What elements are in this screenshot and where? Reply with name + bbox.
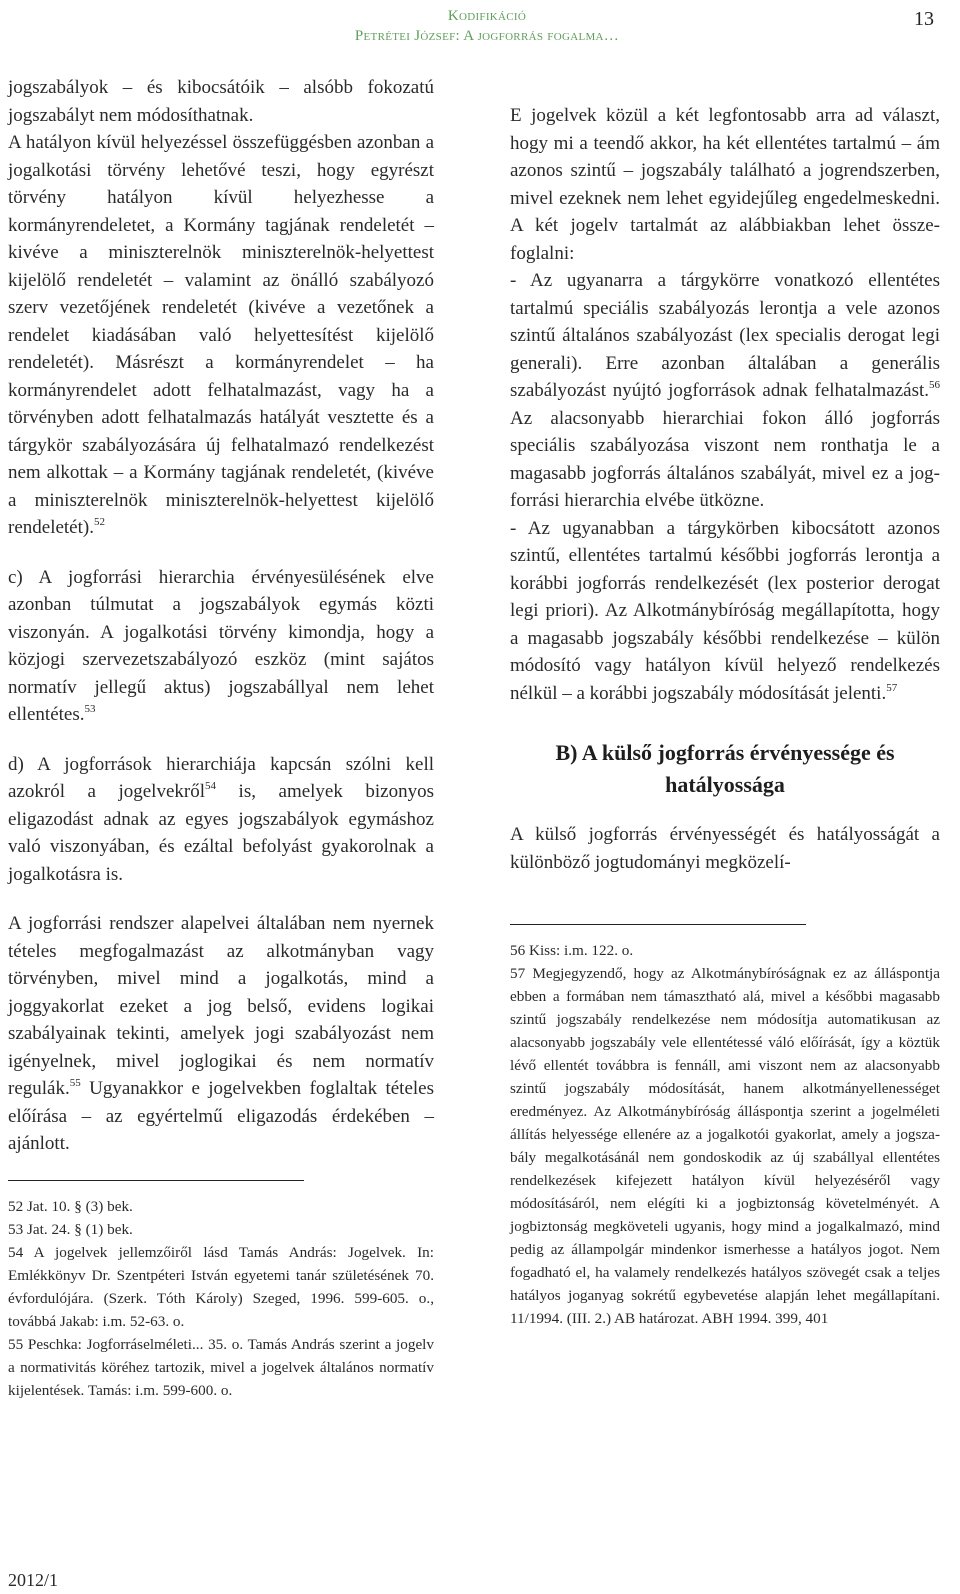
footnote: 57 Megjegyzendő, hogy az Alkotmánybíróságnak ez az álláspontja ebben a formában nem támasztható alá, mivel a későbbi magasabb szintű jogszabály rendelkezése nem módosítja automatikusan az alacsonyabb jogszabály vele ellentétessé váló előírását, így a köztük lévő ellentét továbbra is fennáll, ami viszont nem az alacsonyabb szintű jogszabály módosítását, hanem alkotmányellenességet eredményez. Az Alkotmánybíróság álláspontja szerint a jogelméleti állítás helyessége ellenére az a jogalkotói gyakorlat, amely a jogszabály megalkotásánál nem gondoskodik az új szabállyal ellentétes rendelkezések kifejezett hatályon kívül helyezéséről vagy módosításáról, nem elégíti ki a jogbiztonság követelményét. A jogbiztonság megköveteli ugyanis, hogy mind a jogalkalmazó, mind pedig az állampolgár mindenkor ismerhesse a hatályos jogot. Nem fogadható el, ha valamely rendelkezés hatályos szövegét csak a teljes hatályos joganyag sokrétű egybevetése alapján lehet megállapítani. 11/1994. (III. 2.) AB határozat. ABH 1994. 399, 401: [510, 965, 940, 1327]
paragraph: c) A jogforrási hierarchia érvényesülésének elve azonban túlmutat a jogszabályok egymás közti viszonyán. A jogalkotási törvény kimondja, hogy a közjogi szervezetszabályozó eszköz (mint sajátos normatív jellegű aktus) jogszabállyal nem lehet ellentétes.$^{53}$: [8, 566, 434, 725]
footnote: 52 Jat. 10. § (3) bek.: [8, 1197, 133, 1215]
journal-title: Kodifikáció: [447, 8, 527, 24]
section-heading: B) A külső jogforrás érvényessége és hatályossága: [555, 740, 895, 797]
footnote-divider: [510, 924, 806, 925]
paragraph: A külső jogforrás érvényességét és hatályosságát a különböző jogtudományi megközelí-: [510, 824, 940, 873]
page-number: 13: [914, 8, 934, 30]
footnote-ref[interactable]: 55: [69, 1077, 81, 1089]
footnote-divider: [8, 1180, 304, 1181]
paragraph: E jogelvek közül a két legfontosabb arra ad választ, hogy mi a teendő akkor, ha két ellentétes tartalmú – ám azonos szintű – jogszabály található a jogrendszerben, mivel ezeknek nem lehet egyidejűleg engedelmeskedni. A két jogelv tartalmát az alábbiakban lehet összefoglalni:: [510, 105, 940, 264]
paragraph: A hatályon kívül helyezéssel összefüggésben azonban a jogalkotási törvény lehetővé teszi, hogy egyrészt törvény hatályon kívül helyezhesse a kormányrendeletet, a Kormány tagjának rendeletét – kivéve a miniszterelnök miniszterelnök-helyettest kijelölő rendeletét – valamint az önálló szabályozó szerv vezetőjének rendeletét (kivéve a vezetőnek a rendelet kiadásában való helyettesítést kijelölő rendeletét). Másrészt a kormányrendelet – ha kormányrendelet adott felhatalmazást, vagy ha a törvényben adott felhatalmazás hatályát vesztette és a tárgykör szabályozására új felhatalmazó rendelkezést nem alkottak – a Kormány tagjának rendeletét, (kivéve a miniszterelnök miniszterelnök-helyettest kijelölő rendeletét).$^{52}$: [8, 132, 434, 538]
footnote: 56 Kiss: i.m. 122. o.: [510, 942, 634, 959]
footnote-ref[interactable]: 52: [93, 516, 105, 528]
right-column: [510, 102, 940, 1330]
footnote-ref[interactable]: 56: [929, 379, 940, 391]
running-header: [287, 6, 687, 46]
paragraph: - Az ugyanarra a tárgykörre vonatkozó ellentétes tartalmú speciális szabályozás lerontja a vele azonos szintű általános szabályozást (lex specialis derogat legi generali). Erre azonban általában a generális szabályozást nyújtó jogforrások adnak felhatalmazást.$^{56}$ Az alacsonyabb hierarchiai fokon álló jogforrás speciális szabályozása viszont nem ronthatja le a magasabb jogforrás általános szabályát, mivel ez a jogforrási hierarchia elvébe ütközne.: [510, 270, 940, 511]
footnote: 55 Peschka: Jogforráselméleti... 35. o. Tamás András szerint a jogelv a normativitás köréhez tartozik, mivel a jogelvek általános normatív kijelentések. Tamás: i.m. 599-600. o.: [8, 1335, 434, 1399]
left-column: [8, 74, 434, 1402]
footnote: 53 Jat. 24. § (1) bek.: [8, 1220, 133, 1238]
footnote-ref[interactable]: 53: [84, 703, 96, 715]
paragraph: jogszabályok – és kibocsátóik – alsóbb fokozatú jogszabályt nem módosíthatnak.: [8, 77, 434, 126]
footnote-ref[interactable]: 54: [205, 780, 217, 792]
issue-number: 2012/1: [8, 1570, 59, 1590]
paragraph: - Az ugyanabban a tárgykörben kibocsátott azonos szintű, ellentétes tartalmú későbbi jogforrás lerontja a korábbi jogforrás rendelkezését (lex posterior derogat legi priori). Az Alkotmánybíróság megállapította, hogy a magasabb jogszabály későbbi rendelkezése – külön módosító vagy hatályon kívül helyező rendelkezés nélkül – a korábbi jogszabály módosítását jelenti.$^{57}$: [510, 517, 940, 704]
footnote: 54 A jogelvek jellemzőiről lásd Tamás András: Jogelvek. In: Emlékkönyv Dr. Szentpéteri István egyetemi tanár születésének 70. évfordulójára. (Szerk. Tóth Károly) Szeged, 1996. 599-605. o., továbbá Jakab: i.m. 52-63. o.: [8, 1243, 434, 1330]
paragraph: A jogforrási rendszer alapelvei általában nem nyernek tételes megfogalmazást az alkotmányban vagy törvényben, mivel mind a jogalkotás, mind a joggyakorlat ezeket a jog belső, evidens logikai szabályainak tekinti, amelyek jogi szabályozást nem igényelnek, mivel joglogikai és nem normatív regulák.$^{55}$ Ugyanakkor e jogelvekben foglaltak tételes előírása – az egyértelmű eligazodás érdekében – ajánlott.: [8, 913, 434, 1154]
footnote-ref[interactable]: 57: [886, 681, 898, 694]
article-title: Petrétei József: A jogforrás fogalma…: [354, 28, 620, 44]
paragraph: d) A jogforrások hierarchiája kapcsán szólni kell azokról a jogelvekről$^{54}$ is, amelyek bizonyos eligazodást adnak az egyes jogszabályok egymáshoz való viszonyában, és ezáltal befolyást gyakorolnak a jogalkotásra is.: [8, 753, 435, 885]
